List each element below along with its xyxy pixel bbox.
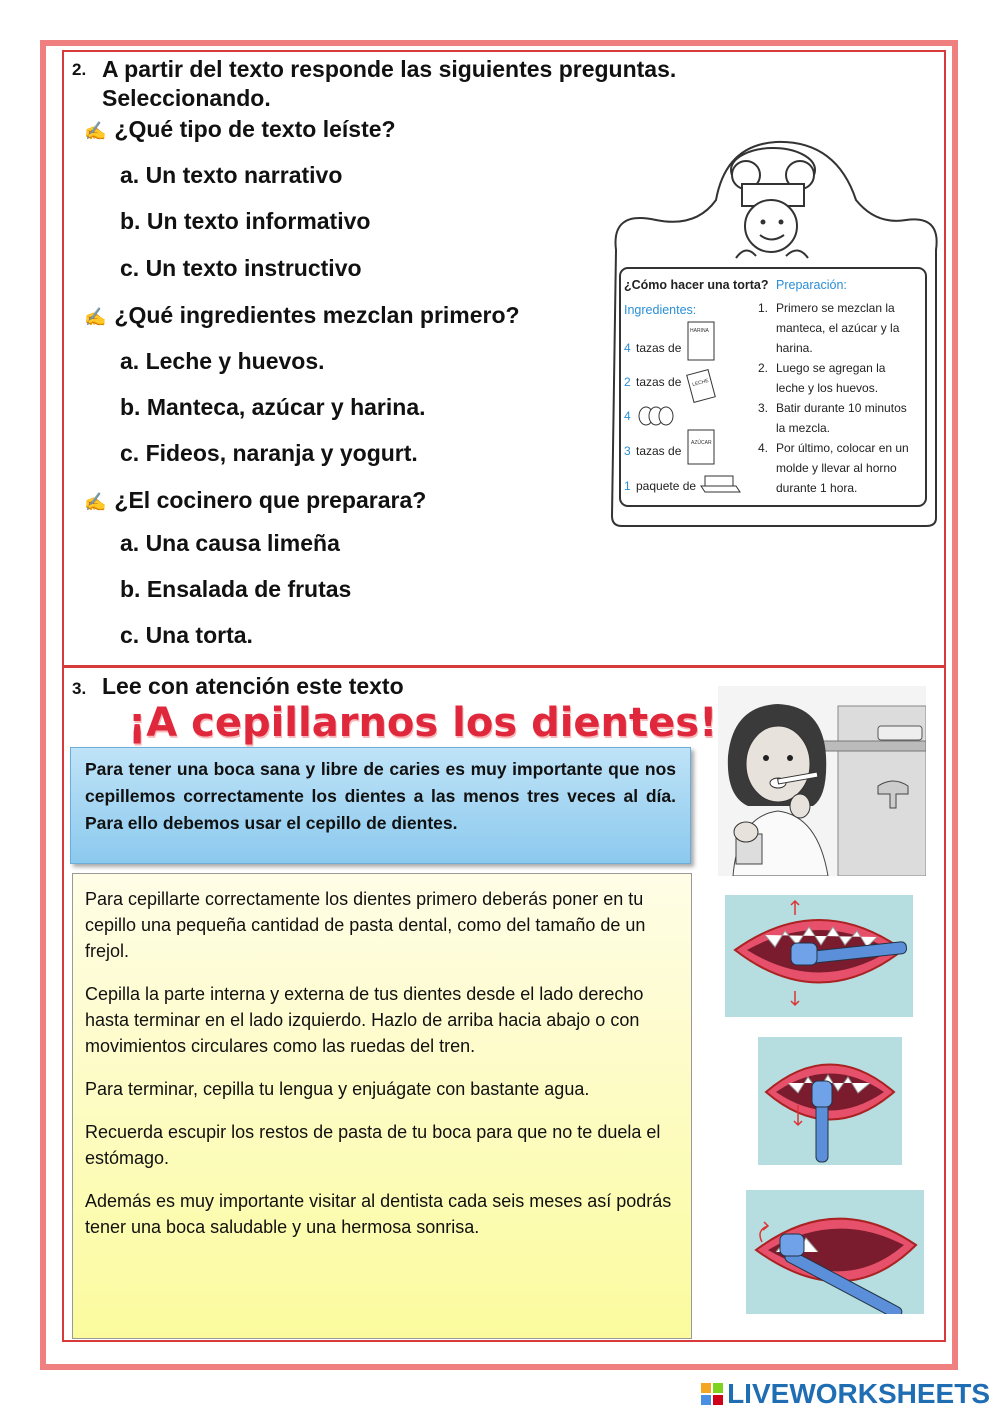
ingredient-4-qty: 3 <box>624 444 631 458</box>
brushing-inner-teeth-diagram <box>758 1037 902 1165</box>
intro-box <box>70 747 691 864</box>
ingredient-5-text: paquete de <box>636 479 697 493</box>
reading-paragraph-1: Para cepillarte correctamente los dientes primero deberás poner en tu cepillo una pequeña cantidad de pasta dental, como del tamaño de un frejol. <box>85 889 646 961</box>
flour-package-icon <box>688 322 714 360</box>
eggs-icon <box>639 407 673 425</box>
liveworksheets-logo[interactable] <box>701 1378 990 1410</box>
ingredient-2-text: tazas de <box>636 375 682 389</box>
reading-paragraph-3: Para terminar, cepilla tu lengua y enjuágate con bastante agua. <box>85 1079 590 1099</box>
reading-paragraph-4: Recuerda escupir los restos de pasta de tu boca para que no te duela el estómago. <box>85 1122 661 1168</box>
ingredient-1-text: tazas de <box>636 341 682 355</box>
question-2-heading <box>102 55 676 113</box>
pencil-icon: ✍ <box>84 121 107 141</box>
ingredient-4-text: tazas de <box>636 444 682 458</box>
step-4-line2: molde y llevar al horno <box>776 461 897 475</box>
brushing-side-teeth-diagram <box>746 1190 924 1314</box>
question-2-option-a[interactable]: a. Leche y huevos. <box>120 348 325 374</box>
ingredient-5-qty: 1 <box>624 479 631 493</box>
step-3-line2: la mezcla. <box>776 421 831 435</box>
question-3-option-c[interactable]: c. Una torta. <box>120 622 253 648</box>
step-2-number: 2. <box>758 361 769 375</box>
question-3 <box>84 487 426 514</box>
question-1-option-a[interactable]: a. Un texto narrativo <box>120 162 343 188</box>
ingredient-2-qty: 2 <box>624 375 631 389</box>
step-4-number: 4. <box>758 441 769 455</box>
question-2-heading-line2: Seleccionando. <box>102 85 271 111</box>
question-3-text: ¿El cocinero que preparara? <box>114 487 427 513</box>
recipe-preparation-label: Preparación: <box>776 278 847 292</box>
liveworksheets-brand-text: LIVEWORKSHEETS <box>727 1378 990 1409</box>
step-2-line2: leche y los huevos. <box>776 381 879 395</box>
step-1-number: 1. <box>758 301 769 315</box>
pencil-icon: ✍ <box>84 492 107 512</box>
question-2-option-b[interactable]: b. Manteca, azúcar y harina. <box>120 394 426 420</box>
recipe-card <box>606 140 942 528</box>
step-1-line1: Primero se mezclan la <box>776 301 895 315</box>
question-3-option-b[interactable]: b. Ensalada de frutas <box>120 576 352 602</box>
sugar-box-icon <box>688 430 714 464</box>
liveworksheets-icon <box>701 1380 723 1402</box>
question-1-option-b[interactable]: b. Un texto informativo <box>120 208 371 234</box>
question-1-text: ¿Qué tipo de texto leíste? <box>114 116 396 142</box>
ingredient-3-qty: 4 <box>624 409 631 423</box>
sugar-box-label: AZÚCAR <box>691 440 712 446</box>
step-1-line3: harina. <box>776 341 813 355</box>
step-4-line3: durante 1 hora. <box>776 481 858 495</box>
reading-text-box <box>72 873 692 1339</box>
question-1-option-c[interactable]: c. Un texto instructivo <box>120 255 362 281</box>
question-2-heading-line1: A partir del texto responde las siguientes preguntas. <box>102 56 677 82</box>
question-2-text: ¿Qué ingredientes mezclan primero? <box>114 302 520 328</box>
step-4-line1: Por último, colocar en un <box>776 441 909 455</box>
reading-paragraph-5: Además es muy importante visitar al dentista cada seis meses así podrás tener una boca saludable y una hermosa sonrisa. <box>85 1191 672 1237</box>
ingredient-1-qty: 4 <box>624 341 631 355</box>
step-2-line1: Luego se agregan la <box>776 361 886 375</box>
step-3-line1: Batir durante 10 minutos <box>776 401 907 415</box>
flour-package-label: HARINA <box>690 328 709 334</box>
question-3-number: 3. <box>72 679 87 698</box>
question-3-heading: Lee con atención este texto <box>102 673 404 699</box>
question-2-option-c[interactable]: c. Fideos, naranja y yogurt. <box>120 440 418 466</box>
step-3-number: 3. <box>758 401 769 415</box>
milk-box-label: LECHE <box>691 377 710 389</box>
question-3-option-a[interactable]: a. Una causa limeña <box>120 530 340 556</box>
recipe-ingredients-label: Ingredientes: <box>624 303 697 317</box>
question-2 <box>84 302 520 329</box>
intro-text: Para tener una boca sana y libre de caries es muy importante que nos cepillemos correctamente los dientes a las menos tres veces al día. Para ello debemos usar el cepillo de dientes. <box>85 759 676 833</box>
pencil-icon: ✍ <box>84 307 107 327</box>
question-1 <box>84 116 396 143</box>
reading-title: ¡A cepillarnos los dientes! <box>128 700 718 746</box>
question-2-number: 2. <box>72 60 87 79</box>
section-divider <box>62 665 946 668</box>
recipe-title: ¿Cómo hacer una torta? <box>624 278 769 292</box>
step-1-line2: manteca, el azúcar y la <box>776 321 900 335</box>
reading-paragraph-2: Cepilla la parte interna y externa de tus dientes desde el lado derecho hasta terminar en el lado izquierdo. Hazlo de arriba hacia abajo o con movimientos circulares como las ruedas del tren. <box>85 984 644 1056</box>
girl-brushing-teeth-illustration <box>718 686 926 876</box>
brushing-front-teeth-diagram <box>725 895 913 1017</box>
